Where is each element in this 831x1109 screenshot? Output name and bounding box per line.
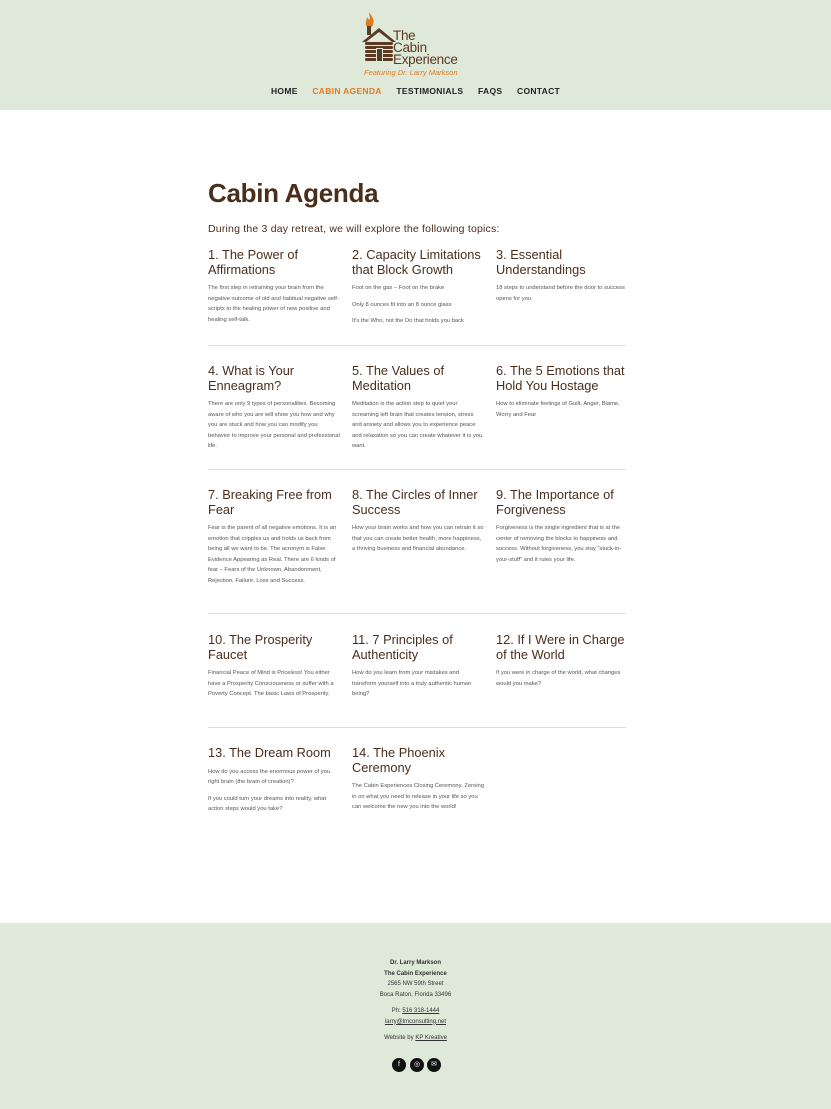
topic-text: How to eliminate feelings of Guilt, Anger, Blame, Worry and Fear: [496, 401, 620, 418]
row-divider: [208, 469, 626, 470]
facebook-icon[interactable]: f: [392, 1058, 406, 1072]
topic-text: If you were in charge of the world, what changes would you make?: [496, 670, 621, 687]
topic-2: [352, 248, 484, 327]
footer-name: Dr. Larry Markson: [389, 960, 442, 966]
footer-company: The Cabin Experience: [384, 970, 447, 977]
email-icon[interactable]: ✉: [427, 1058, 441, 1072]
topic-text: Financial Peace of Mind is Priceless! You either have a Prosperity Consciousness or suffer with a Poverty Concept. The basic Laws of Prosperity.: [208, 670, 334, 697]
topic-8: [352, 488, 484, 555]
nav-cabin-agenda[interactable]: CABIN AGENDA: [312, 86, 382, 96]
logo-line-1: The: [393, 28, 416, 43]
logo-wordmark: [393, 30, 458, 66]
topic-13: [208, 746, 340, 815]
logo-line-3: Experience: [393, 52, 458, 67]
site-header: [0, 0, 831, 110]
footer-email-row: [0, 1017, 831, 1028]
topic-title: 4. What is Your Enneagram?: [208, 363, 295, 393]
topic-text: How your brain works and how you can retrain it so that you can create better health, more happiness, a thriving business and financial abundance.: [352, 525, 484, 552]
footer-credit-link[interactable]: KP Kreative: [415, 1035, 447, 1041]
nav-faqs[interactable]: FAQS: [477, 86, 503, 96]
topic-text: The first step in retraining your brain from the negative outcome of old and habitual negative self-scripts to the healing power of new positive and healing self-talk.: [208, 285, 339, 323]
topic-text: It's the Who, not the Do that holds you back: [352, 318, 464, 324]
topic-title: 6. The 5 Emotions that Hold You Hostage: [496, 363, 625, 393]
topic-6: [496, 364, 628, 420]
topic-title: 12. If I Were in Charge of the World: [496, 632, 625, 662]
topic-9: [496, 488, 628, 565]
topic-title: 10. The Prosperity Faucet: [208, 632, 313, 662]
topic-title: 5. The Values of Meditation: [352, 363, 445, 393]
topic-text: Fear is the parent of all negative emotions. It is an emotion that cripples us and holds us back from being all we want to be. The acronym is False Evidence Appearing as Real. There are 6 kinds of fear – Fears of the Unknown, Abandonment, Rejection, Failure, Loss and Success.: [208, 525, 337, 584]
social-links: [392, 1058, 442, 1074]
nav-contact[interactable]: CONTACT: [517, 86, 561, 96]
footer-city: Boca Raton, Florida 33496: [379, 991, 452, 998]
site-footer: [0, 923, 831, 1109]
footer-phone-label: Ph:: [391, 1008, 401, 1014]
topic-10: [208, 633, 340, 700]
topic-text: 18 steps to understand before the door to success opens for you: [496, 285, 625, 302]
footer-credit-row: [0, 1033, 831, 1044]
topic-title: 9. The Importance of Forgiveness: [496, 487, 614, 517]
row-divider: [208, 727, 626, 728]
topic-title: 8. The Circles of Inner Success: [352, 487, 478, 517]
footer-email-link[interactable]: larry@lmconsulting.net: [384, 1018, 447, 1025]
row-divider: [208, 613, 626, 614]
topic-text: How do you learn from your mistakes and transform yourself into a truly authentic human being?: [352, 670, 472, 697]
topic-title: 3. Essential Understandings: [496, 247, 586, 277]
topic-12: [496, 633, 628, 689]
topic-title: 7. Breaking Free from Fear: [208, 487, 332, 517]
nav-home[interactable]: HOME: [270, 86, 298, 96]
topic-5: [352, 364, 484, 452]
topic-title: 11. 7 Principles of Authenticity: [352, 632, 453, 662]
site-logo[interactable]: [360, 10, 472, 76]
page-title: Cabin Agenda: [208, 178, 379, 208]
logo-tagline: Featuring Dr. Larry Markson: [364, 68, 458, 77]
intro-text: During the 3 day retreat, we will explore the following topics:: [208, 223, 500, 235]
main-nav: [0, 86, 831, 96]
main-content: [208, 178, 626, 235]
topic-title: 13. The Dream Room: [208, 745, 331, 760]
topic-title: 14. The Phoenix Ceremony: [352, 745, 445, 775]
footer-street: 2565 NW 59th Street: [387, 981, 444, 987]
topic-1: [208, 248, 340, 325]
footer-credit-prefix: Website by: [384, 1035, 414, 1041]
topic-text: How do you access the enormous power of you right brain (the brain of creation)?: [208, 768, 331, 785]
topic-7: [208, 488, 340, 586]
topic-4: [208, 364, 340, 452]
nav-testimonials[interactable]: TESTIMONIALS: [396, 86, 464, 96]
topic-text: Only 8 ounces fit into an 8 ounce glass: [352, 301, 452, 308]
footer-phone-link[interactable]: 516 318-1444: [402, 1008, 440, 1014]
topic-3: [496, 248, 628, 304]
topic-text: The Cabin Experiences Closing Ceremony. Zeroing in on what you need to release in your life so you can welcome the new you into the world!: [352, 783, 484, 810]
footer-phone-row: [0, 1006, 831, 1017]
topic-text: Foot on the gas – Foot on the brake: [352, 285, 445, 291]
topic-text: If you could turn your dreams into reality, what action steps would you take?: [208, 795, 327, 812]
topic-11: [352, 633, 484, 700]
row-divider: [208, 345, 626, 346]
topic-14: [352, 746, 484, 813]
topic-title: 1. The Power of Affirmations: [208, 247, 299, 277]
topic-text: Meditation is the action step to quiet your screaming left brain that creates tension, stress and anxiety and allows you to experience peace and relaxation so you can create whatever it is you want.: [352, 401, 483, 449]
topic-text: Forgiveness is the single ingredient that is at the center of removing the blocks to happiness and success. Without forgiveness, you stay “stuck-in-your-stuff” and it rules your life.: [496, 525, 622, 563]
topic-title: 2. Capacity Limitations that Block Growth: [352, 247, 481, 277]
topic-text: There are only 9 types of personalities. Becoming aware of who you are will show you how and why you are stuck and how you can modify you behavior to improve your personal and professional life.: [208, 401, 340, 449]
instagram-icon[interactable]: ◎: [410, 1058, 424, 1072]
logo-line-2: Cabin: [393, 40, 427, 55]
